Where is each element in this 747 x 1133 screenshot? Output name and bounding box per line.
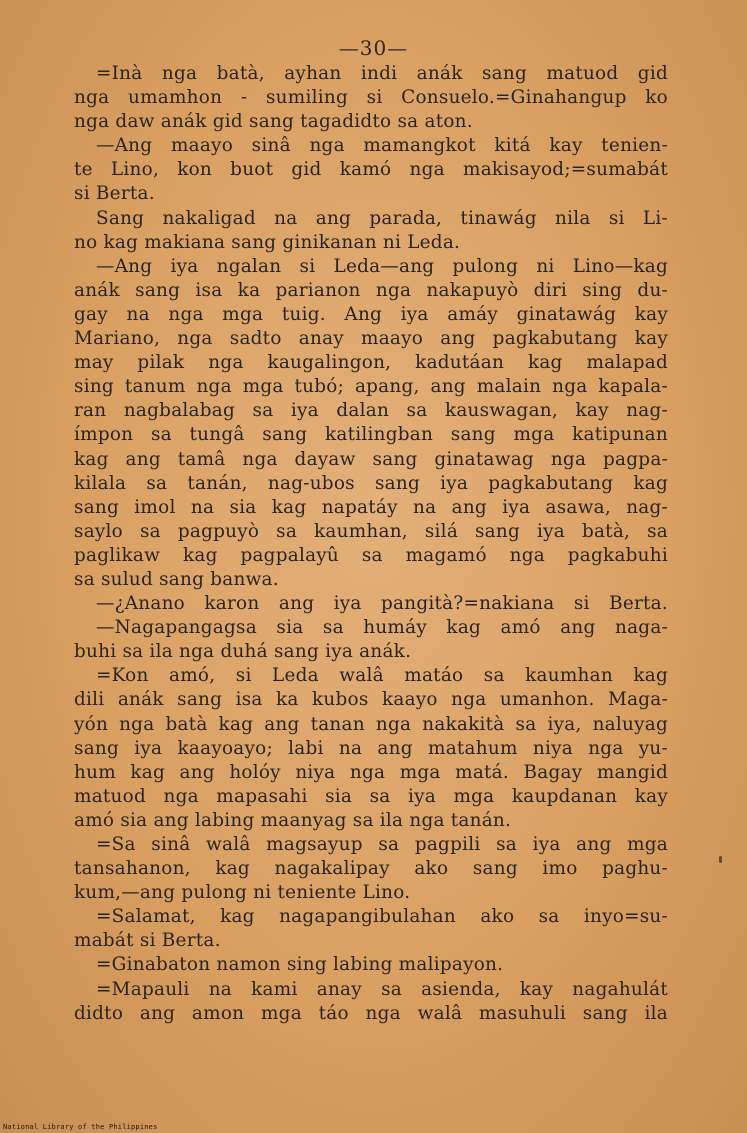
text-line: yón nga batà kag ang tanan nga nakakità sa iya, naluyag [74, 713, 668, 735]
text-line: ímpon sa tungâ sang katilingban sang mga katipunan [74, 424, 668, 446]
text-line: dili anák sang isa ka kubos kaayo nga umanhon. Maga- [74, 689, 668, 711]
text-line: sang imol na sia kag napatáy na ang iya asawa, nag- [74, 496, 668, 518]
text-line: te Lino, kon buot gid kamó nga makisayod;=sumabát [74, 159, 668, 181]
text-line: =Mapauli na kami anay sa asienda, kay nagahulát [96, 978, 668, 1000]
text-line: =Sa sinâ walâ magsayup sa pagpili sa iya ang mga [96, 834, 668, 855]
text-line: kilala sa tanán, nag-ubos sang iya pagkabutang kag [74, 472, 668, 494]
text-line: =Kon amó, si Leda walâ matáo sa kaumhan kag [96, 665, 668, 687]
page-number: —30— [338, 36, 409, 60]
text-line: saylo sa pagpuyò sa kaumhan, silá sang iya batà, sa [74, 520, 668, 542]
text-line: tansahanon, kag nagakalipay ako sang imo paghu- [74, 858, 668, 880]
text-line: sing tanum nga mga tubó; apang, ang malain nga kapala- [74, 376, 668, 398]
text-line: —¿Anano karon ang iya pangità?=nakiana si Berta. [96, 593, 668, 615]
text-line: =Inà nga batà, ayhan indi anák sang matuod gid [96, 63, 668, 84]
text-line: —Ang maayo sinâ nga mamangkot kitá kay tenien- [96, 135, 668, 157]
text-line: anák sang isa ka parianon nga nakapuyò diri sing du- [74, 279, 668, 301]
text-line: matuod nga mapasahi sia sa iya mga kaupdanan kay [74, 785, 668, 807]
text-line: =Salamat, kag nagapangibulahan ako sa inyo=su- [96, 906, 668, 928]
paper-speck [719, 856, 722, 863]
text-line: buhi sa ila nga duhá sang iya anák. [74, 641, 412, 663]
text-line: =Ginabaton namon sing labing malipayon. [96, 954, 504, 976]
text-line: Mariano, nga sadto anay maayo ang pagkabutang kay [74, 328, 668, 350]
text-line: ran nagbalabag sa iya dalan sa kauswagan, kay nag- [74, 400, 668, 422]
text-line: kum,—ang pulong ni teniente Lino. [74, 882, 411, 904]
text-line: nga daw anák gid sang tagadidto sa aton. [74, 111, 473, 133]
text-line: —Ang iya ngalan si Leda—ang pulong ni Lino—kag [96, 255, 668, 277]
text-line: no kag makiana sang ginikanan ni Leda. [74, 231, 461, 253]
text-line: may pilak nga kaugalingon, kadutáan kag malapad [74, 352, 668, 374]
library-credit: National Library of the Philippines [3, 1123, 158, 1131]
text-line: nga umamhon - sumiling si Consuelo.=Ginahangup ko [74, 87, 668, 109]
body-text [74, 62, 668, 1026]
text-line: kag ang tamâ nga dayaw sang ginatawag nga pagpa- [74, 448, 668, 470]
text-line: sa sulud sang banwa. [74, 568, 279, 590]
text-line: hum kag ang holóy niya nga mga matá. Bagay mangid [74, 761, 668, 783]
text-line: mabát si Berta. [74, 930, 221, 952]
text-line: paglikaw kag pagpalayû sa magamó nga pagkabuhi [74, 544, 668, 566]
text-line: didto ang amon mga táo nga walâ masuhuli sang ila [74, 1002, 668, 1024]
text-line: —Nagapangagsa sia sa humáy kag amó ang naga- [96, 617, 668, 639]
text-line: amó sia ang labing maanyag sa ila nga tanán. [74, 809, 512, 831]
text-line: si Berta. [74, 183, 155, 205]
text-line: gay na nga mga tuig. Ang iya amáy ginatawág kay [74, 303, 668, 325]
text-line: sang iya kaayoayo; labi na ang matahum niya nga yu- [74, 737, 668, 759]
text-line: Sang nakaligad na ang parada, tinawág nila si Li- [96, 207, 668, 229]
